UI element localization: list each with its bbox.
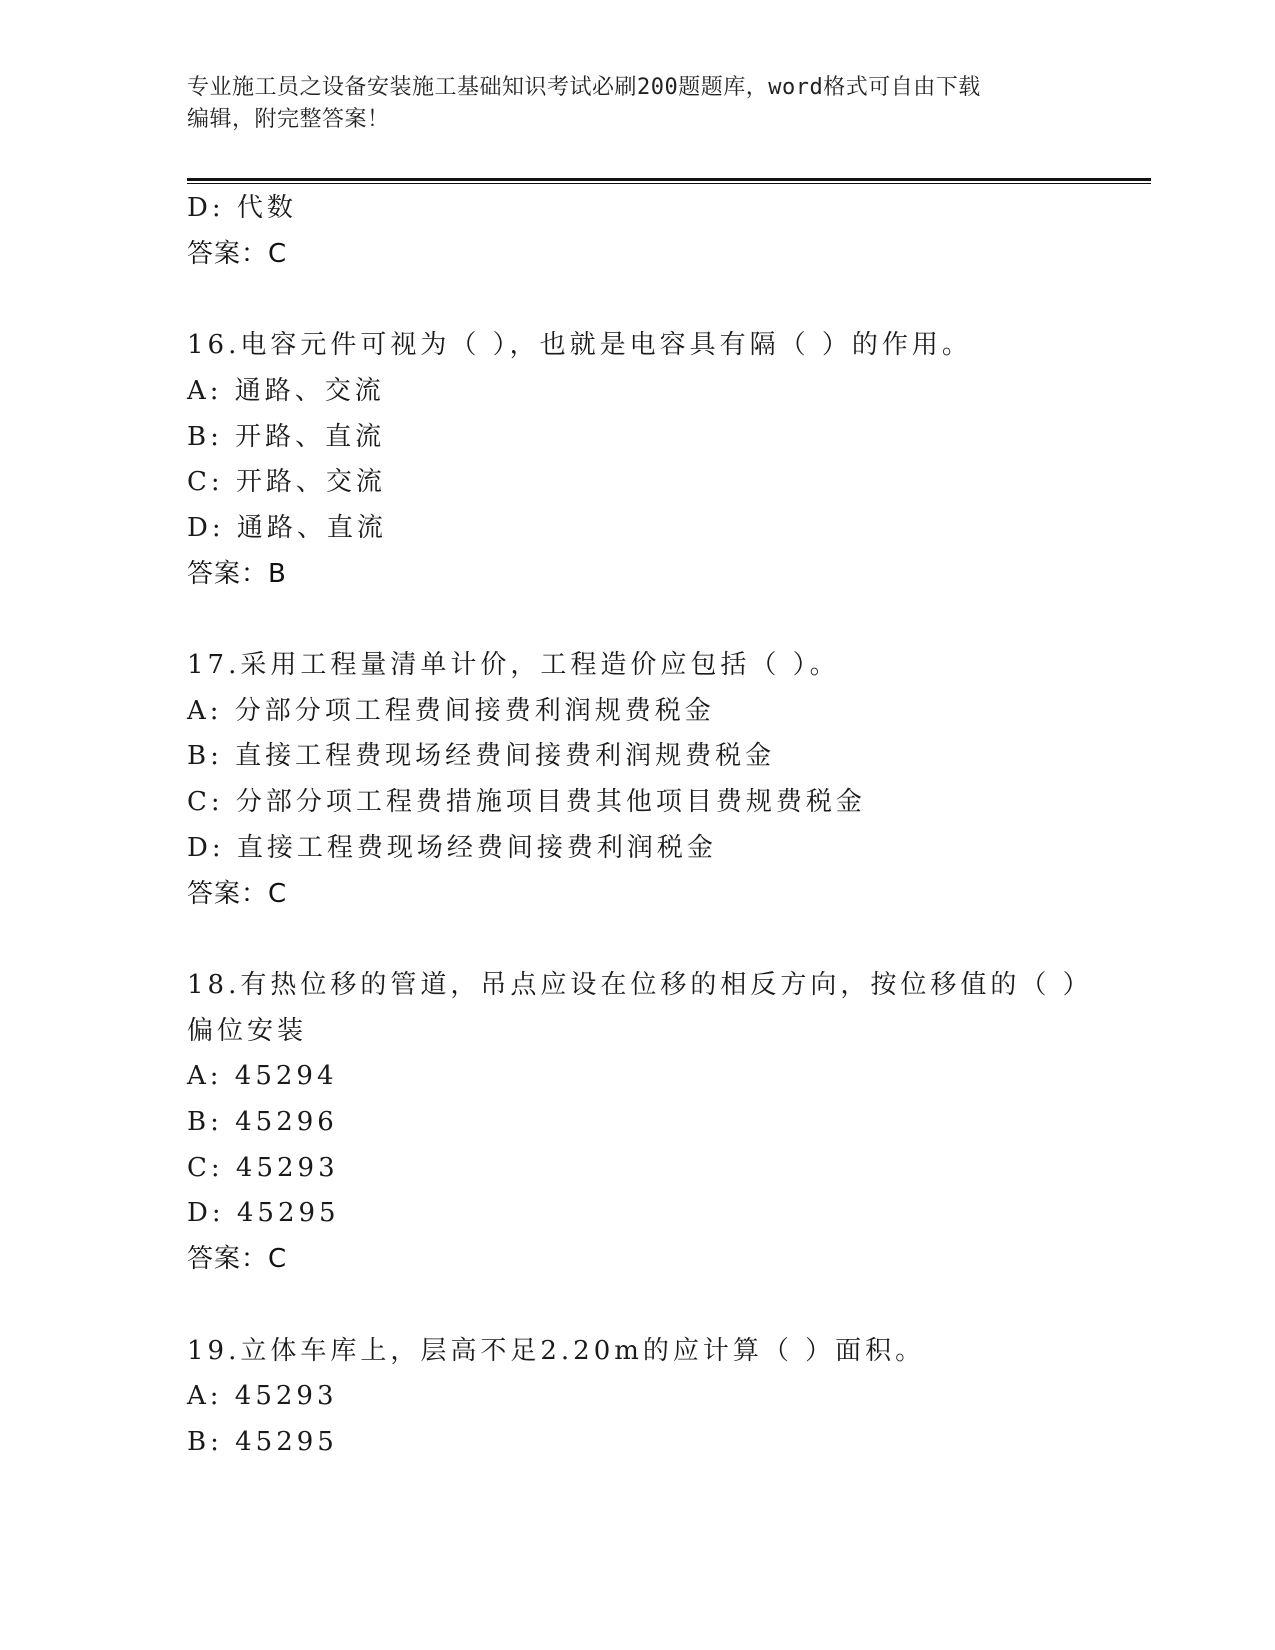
answer: 答案：B	[187, 558, 287, 589]
fragment-option-d: D: 代数	[187, 193, 297, 223]
header-line-2: 编辑，附完整答案！	[187, 107, 390, 132]
option-c: C: 开路、交流	[187, 467, 386, 498]
question-17	[187, 643, 1147, 917]
option-a: A: 通路、交流	[187, 375, 385, 406]
header-divider-thin	[187, 183, 1151, 184]
question-16	[187, 323, 1147, 597]
option-a: A: 分部分项工程费间接费利润规费税金	[187, 695, 715, 726]
header-divider-thick	[187, 178, 1151, 181]
option-d: D: 直接工程费现场经费间接费利润税金	[187, 832, 717, 863]
option-a: A: 45294	[187, 1061, 338, 1092]
document-header	[187, 72, 1067, 136]
question-stem-line-2: 偏位安装	[187, 1015, 308, 1046]
question-19	[187, 1329, 1147, 1466]
spacer	[187, 277, 1147, 323]
option-c: C: 分部分项工程费措施项目费其他项目费规费税金	[187, 787, 866, 818]
header-line-1: 专业施工员之设备安装施工基础知识考试必刷200题题库，word格式可自由下载	[187, 75, 981, 100]
spacer	[187, 917, 1147, 963]
option-b: B: 开路、直流	[187, 421, 386, 452]
question-stem: 19.立体车库上，层高不足2.20m的应计算（ ）面积。	[187, 1335, 926, 1366]
spacer	[187, 1283, 1147, 1329]
answer: 答案：C	[187, 1244, 288, 1275]
question-stem: 17.采用工程量清单计价，工程造价应包括（ ）。	[187, 650, 840, 680]
fragment-answer: 答案：C	[187, 238, 288, 269]
question-stem-line-1: 18.有热位移的管道，吊点应设在位移的相反方向，按位移值的（ ）	[187, 969, 1093, 1000]
option-b: B: 45295	[187, 1426, 338, 1457]
question-18	[187, 963, 1147, 1283]
answer: 答案：C	[187, 878, 288, 909]
option-b: B: 45296	[187, 1107, 338, 1138]
option-c: C: 45293	[187, 1152, 339, 1183]
question-stem: 16.电容元件可视为（ ），也就是电容具有隔（ ）的作用。	[187, 330, 972, 361]
option-b: B: 直接工程费现场经费间接费利润规费税金	[187, 741, 776, 772]
option-d: D: 通路、直流	[187, 512, 387, 543]
option-a: A: 45293	[187, 1381, 338, 1412]
spacer	[187, 597, 1147, 643]
option-d: D: 45295	[187, 1198, 340, 1229]
document-body	[187, 186, 1147, 1466]
